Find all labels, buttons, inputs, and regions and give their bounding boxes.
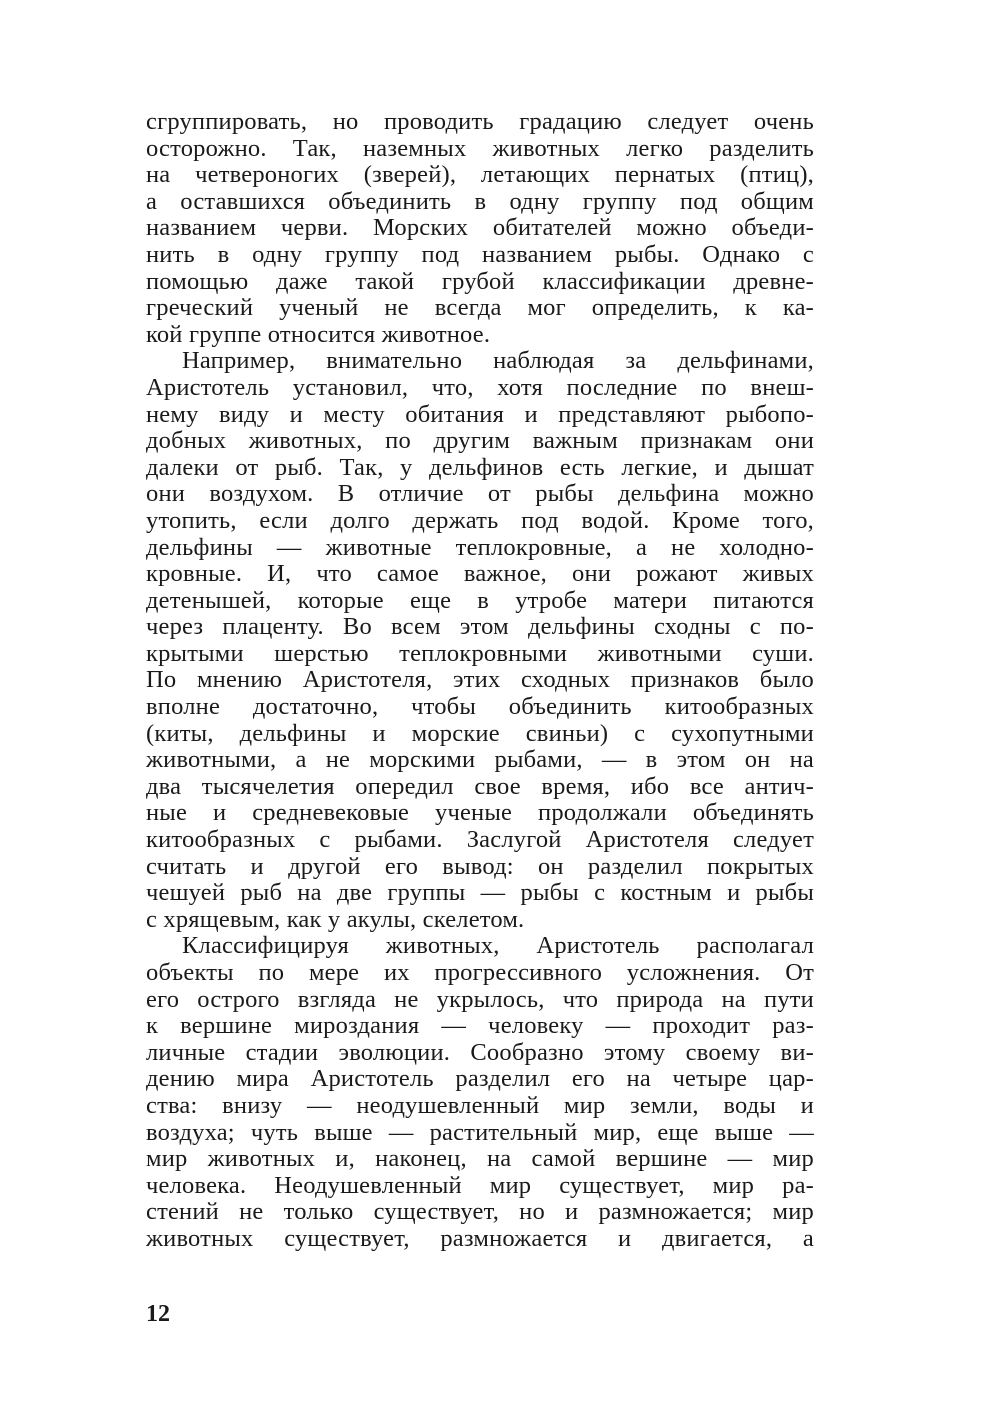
text-line: сгруппировать, но проводить градацию следует очень: [146, 108, 814, 135]
text-line: (киты, дельфины и морские свиньи) с сухопутными: [146, 719, 814, 747]
paragraph-1: [146, 109, 814, 348]
text-line: а оставшихся объединить в одну группу под общим: [146, 187, 814, 215]
text-line: дению мира Аристотель разделил его на четыре цар-: [146, 1065, 814, 1093]
text-line: осторожно. Так, наземных животных легко разделить: [146, 134, 814, 162]
text-line: Например, внимательно наблюдая за дельфинами,: [182, 347, 814, 375]
text-line: дельфины — животные теплокровные, а не холодно-: [146, 533, 814, 561]
text-line: вполне достаточно, чтобы объединить китообразных: [146, 693, 814, 721]
text-line: Аристотель установил, что, хотя последние по внеш-: [146, 373, 814, 401]
text-line: ные и средневековые ученые продолжали объединять: [146, 799, 814, 827]
text-line: Классифицируя животных, Аристотель располагал: [182, 932, 814, 960]
text-line: добных животных, по другим важным признакам они: [146, 427, 814, 455]
text-line: считать и другой его вывод: он разделил покрытых: [146, 852, 814, 880]
text-line: кровные. И, что самое важное, они рожают живых: [146, 560, 814, 588]
text-line: они воздухом. В отличие от рыбы дельфина можно: [146, 480, 814, 508]
paragraph-2: [146, 348, 814, 933]
text-line: через плаценту. Во всем этом дельфины сходны с по-: [146, 613, 814, 641]
body-text: [146, 109, 814, 1253]
text-line: детенышей, которые еще в утробе матери питаются: [146, 586, 814, 614]
text-line: греческий ученый не всегда мог определить, к ка-: [146, 294, 814, 322]
text-line: утопить, если долго держать под водой. Кроме того,: [146, 506, 814, 534]
text-line: названием черви. Морских обитателей можно объеди-: [146, 214, 814, 242]
text-line: стений не только существует, но и размножается; мир: [146, 1198, 814, 1226]
text-line: животных существует, размножается и двигается, а: [146, 1224, 814, 1252]
text-line: объекты по мере их прогрессивного усложнения. От: [146, 959, 814, 986]
text-line: воздуха; чуть выше — растительный мир, еще выше —: [146, 1118, 814, 1146]
page-number: 12: [146, 1301, 170, 1327]
text-line: По мнению Аристотеля, этих сходных признаков было: [146, 666, 814, 694]
text-line: два тысячелетия опередил свое время, ибо все антич-: [146, 772, 814, 800]
text-line: кой группе относится животное.: [146, 320, 491, 348]
text-line: к вершине мироздания — человеку — проходит раз-: [146, 1012, 814, 1040]
text-line: помощью даже такой грубой классификации древне-: [146, 267, 814, 295]
text-line: крытыми шерстью теплокровными животными суши.: [146, 639, 814, 667]
text-line: чешуей рыб на две группы — рыбы с костным и рыбы: [146, 879, 814, 907]
text-line: с хрящевым, как у акулы, скелетом.: [146, 905, 525, 933]
text-line: мир животных и, наконец, на самой вершине — мир: [146, 1145, 814, 1173]
text-line: животными, а не морскими рыбами, — в этом он на: [146, 746, 814, 774]
text-line: ства: внизу — неодушевленный мир земли, воды и: [146, 1091, 814, 1119]
text-line: далеки от рыб. Так, у дельфинов есть легкие, и дышат: [146, 453, 814, 481]
text-line: китообразных с рыбами. Заслугой Аристотеля следует: [146, 826, 814, 854]
text-line: его острого взгляда не укрылось, что природа на пути: [146, 985, 814, 1013]
text-line: на четвероногих (зверей), летающих пернатых (птиц),: [146, 161, 814, 189]
paragraph-3: [146, 933, 814, 1252]
text-line: нить в одну группу под названием рыбы. Однако с: [146, 240, 814, 268]
text-line: личные стадии эволюции. Сообразно этому своему ви-: [146, 1038, 814, 1066]
text-line: нему виду и месту обитания и представляют рыбопо-: [146, 400, 814, 428]
text-line: человека. Неодушевленный мир существует, мир ра-: [146, 1171, 814, 1199]
